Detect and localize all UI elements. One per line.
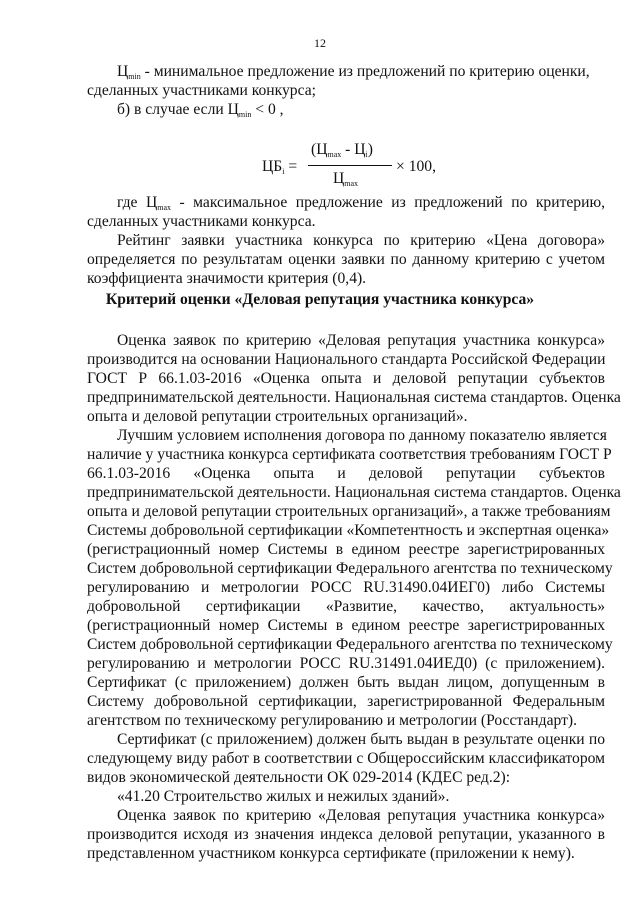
subscript-min: min <box>128 72 141 81</box>
fraction-bar <box>308 165 392 166</box>
paragraph-line: предпринимательской деятельности. Национальная система стандартов. Оценка <box>87 389 621 406</box>
subscript-min-2: min <box>238 110 252 119</box>
paragraph-line: 66.1.03-2016 «Оценка опыта и деловой репутации субъектов <box>87 465 605 482</box>
paragraph-line: предпринимательской деятельности. Национальная система стандартов. Оценка <box>87 484 621 501</box>
paragraph-line: Сертификат (с приложением) должен быть выдан лицом, допущенным в <box>87 674 605 691</box>
symbol-c-min-2: Ц <box>227 101 239 118</box>
paragraph-line: Систем добровольной сертификации Федерального агентства по техническому <box>87 636 613 653</box>
paragraph-line: наличие у участника конкурса сертификата соответствия требованиям ГОСТ Р <box>87 446 612 463</box>
paragraph-line: Системы добровольной сертификации «Компетентность и экспертная оценка» <box>87 522 610 539</box>
paragraph-line: (регистрационный номер Системы в едином реестре зарегистрированных <box>87 617 605 634</box>
where-text: - максимальное предложение из предложений по критерию, <box>171 194 605 211</box>
paragraph-line: Систему добровольной сертификации, зарегистрированной Федеральным <box>87 693 605 710</box>
price-score-formula <box>262 141 462 197</box>
paragraph-line: Оценка заявок по критерию «Деловая репутация участника конкурса» <box>117 332 605 349</box>
formula-multiplier: × 100, <box>396 158 436 175</box>
paragraph-line: следующему виду работ в соответствии с Общероссийским классификатором <box>87 750 605 767</box>
paragraph-line: опыта и деловой репутации строительных организаций», а также требованиям <box>87 503 611 520</box>
paragraph-line: видов экономической деятельности ОК 029-2014 (КДЕС ред.2): <box>87 769 511 786</box>
paragraph-line: представленном участником конкурса сертификате (приложении к нему). <box>87 845 575 862</box>
formula-lhs-symbol: ЦБ <box>262 158 283 175</box>
formula-den-sub: max <box>344 179 359 188</box>
paragraph-line: Лучшим условием исполнения договора по данному показателю является <box>117 427 607 444</box>
where-prefix: где Ц <box>117 194 158 211</box>
paragraph-line: регулированию и метрологии РОСС RU.31491.04ИЕД0) (с приложением). <box>87 655 605 672</box>
paragraph-line: регулированию и метрологии РОСС RU.31490.04ИЕГ0) либо Системы <box>87 579 605 596</box>
intro-line-3-tail: < 0 , <box>251 101 284 118</box>
paragraph-line: (регистрационный номер Системы в едином реестре зарегистрированных <box>87 541 605 558</box>
formula-num-sub-i: i <box>365 150 368 159</box>
paragraph-line: Сертификат (с приложением) должен быть выдан в результате оценки по <box>117 731 605 748</box>
paragraph-line: производится исходя из значения индекса деловой репутации, указанного в <box>87 826 605 843</box>
intro-line-3 <box>117 100 605 124</box>
paragraph-line: производится на основании Национального стандарта Российской Федерации <box>87 351 606 368</box>
paragraph-line: Оценка заявок по критерию «Деловая репутация участника конкурса» <box>117 807 605 824</box>
where-sub-max: max <box>157 203 171 212</box>
formula-den-symbol: Ц <box>333 170 345 187</box>
paragraph-line: агентством по техническому регулированию и метрологии (Росстандарт). <box>87 712 577 729</box>
paragraph-line: «41.20 Строительство жилых и нежилых зданий». <box>117 788 450 805</box>
formula-lhs-sub: i <box>282 167 285 176</box>
page-number: 12 <box>314 36 326 50</box>
paragraph-line: добровольной сертификации «Развитие, качество, актуальность» <box>87 598 605 615</box>
formula-num-open: (Ц <box>311 141 328 158</box>
intro-line-3-text: б) в случае если <box>117 101 228 118</box>
intro-line-2: сделанных участниками конкурса; <box>87 82 316 99</box>
paragraph-line: коэффициента значимости критерия (0,4). <box>87 270 367 287</box>
paragraph-line: Рейтинг заявки участника конкурса по критерию «Цена договора» <box>117 232 605 249</box>
symbol-c-min: Ц <box>117 63 129 80</box>
formula-equals: = <box>288 158 298 175</box>
paragraph-line: сделанных участниками конкурса. <box>87 213 316 230</box>
paragraph-line: опыта и деловой репутации строительных организаций». <box>87 408 468 425</box>
formula-lhs <box>262 158 297 176</box>
paragraph-line: ГОСТ Р 66.1.03-2016 «Оценка опыта и деловой репутации субъектов <box>87 370 605 387</box>
formula-num-sub-max: max <box>327 150 342 159</box>
formula-denominator <box>333 170 358 188</box>
formula-num-mid: - Ц <box>341 141 366 158</box>
intro-line-1-text: - минимальное предложение из предложений по критерию оценки, <box>140 63 590 80</box>
paragraph-line: Систем добровольной сертификации Федерального агентства по техническому <box>87 560 613 577</box>
formula-numerator <box>311 141 373 159</box>
section-heading: Критерий оценки «Деловая репутация участника конкурса» <box>105 291 535 308</box>
paragraph-line: определяется по результатам оценки заявки по данному критерию с учетом <box>87 251 605 268</box>
formula-num-close: ) <box>367 141 373 158</box>
